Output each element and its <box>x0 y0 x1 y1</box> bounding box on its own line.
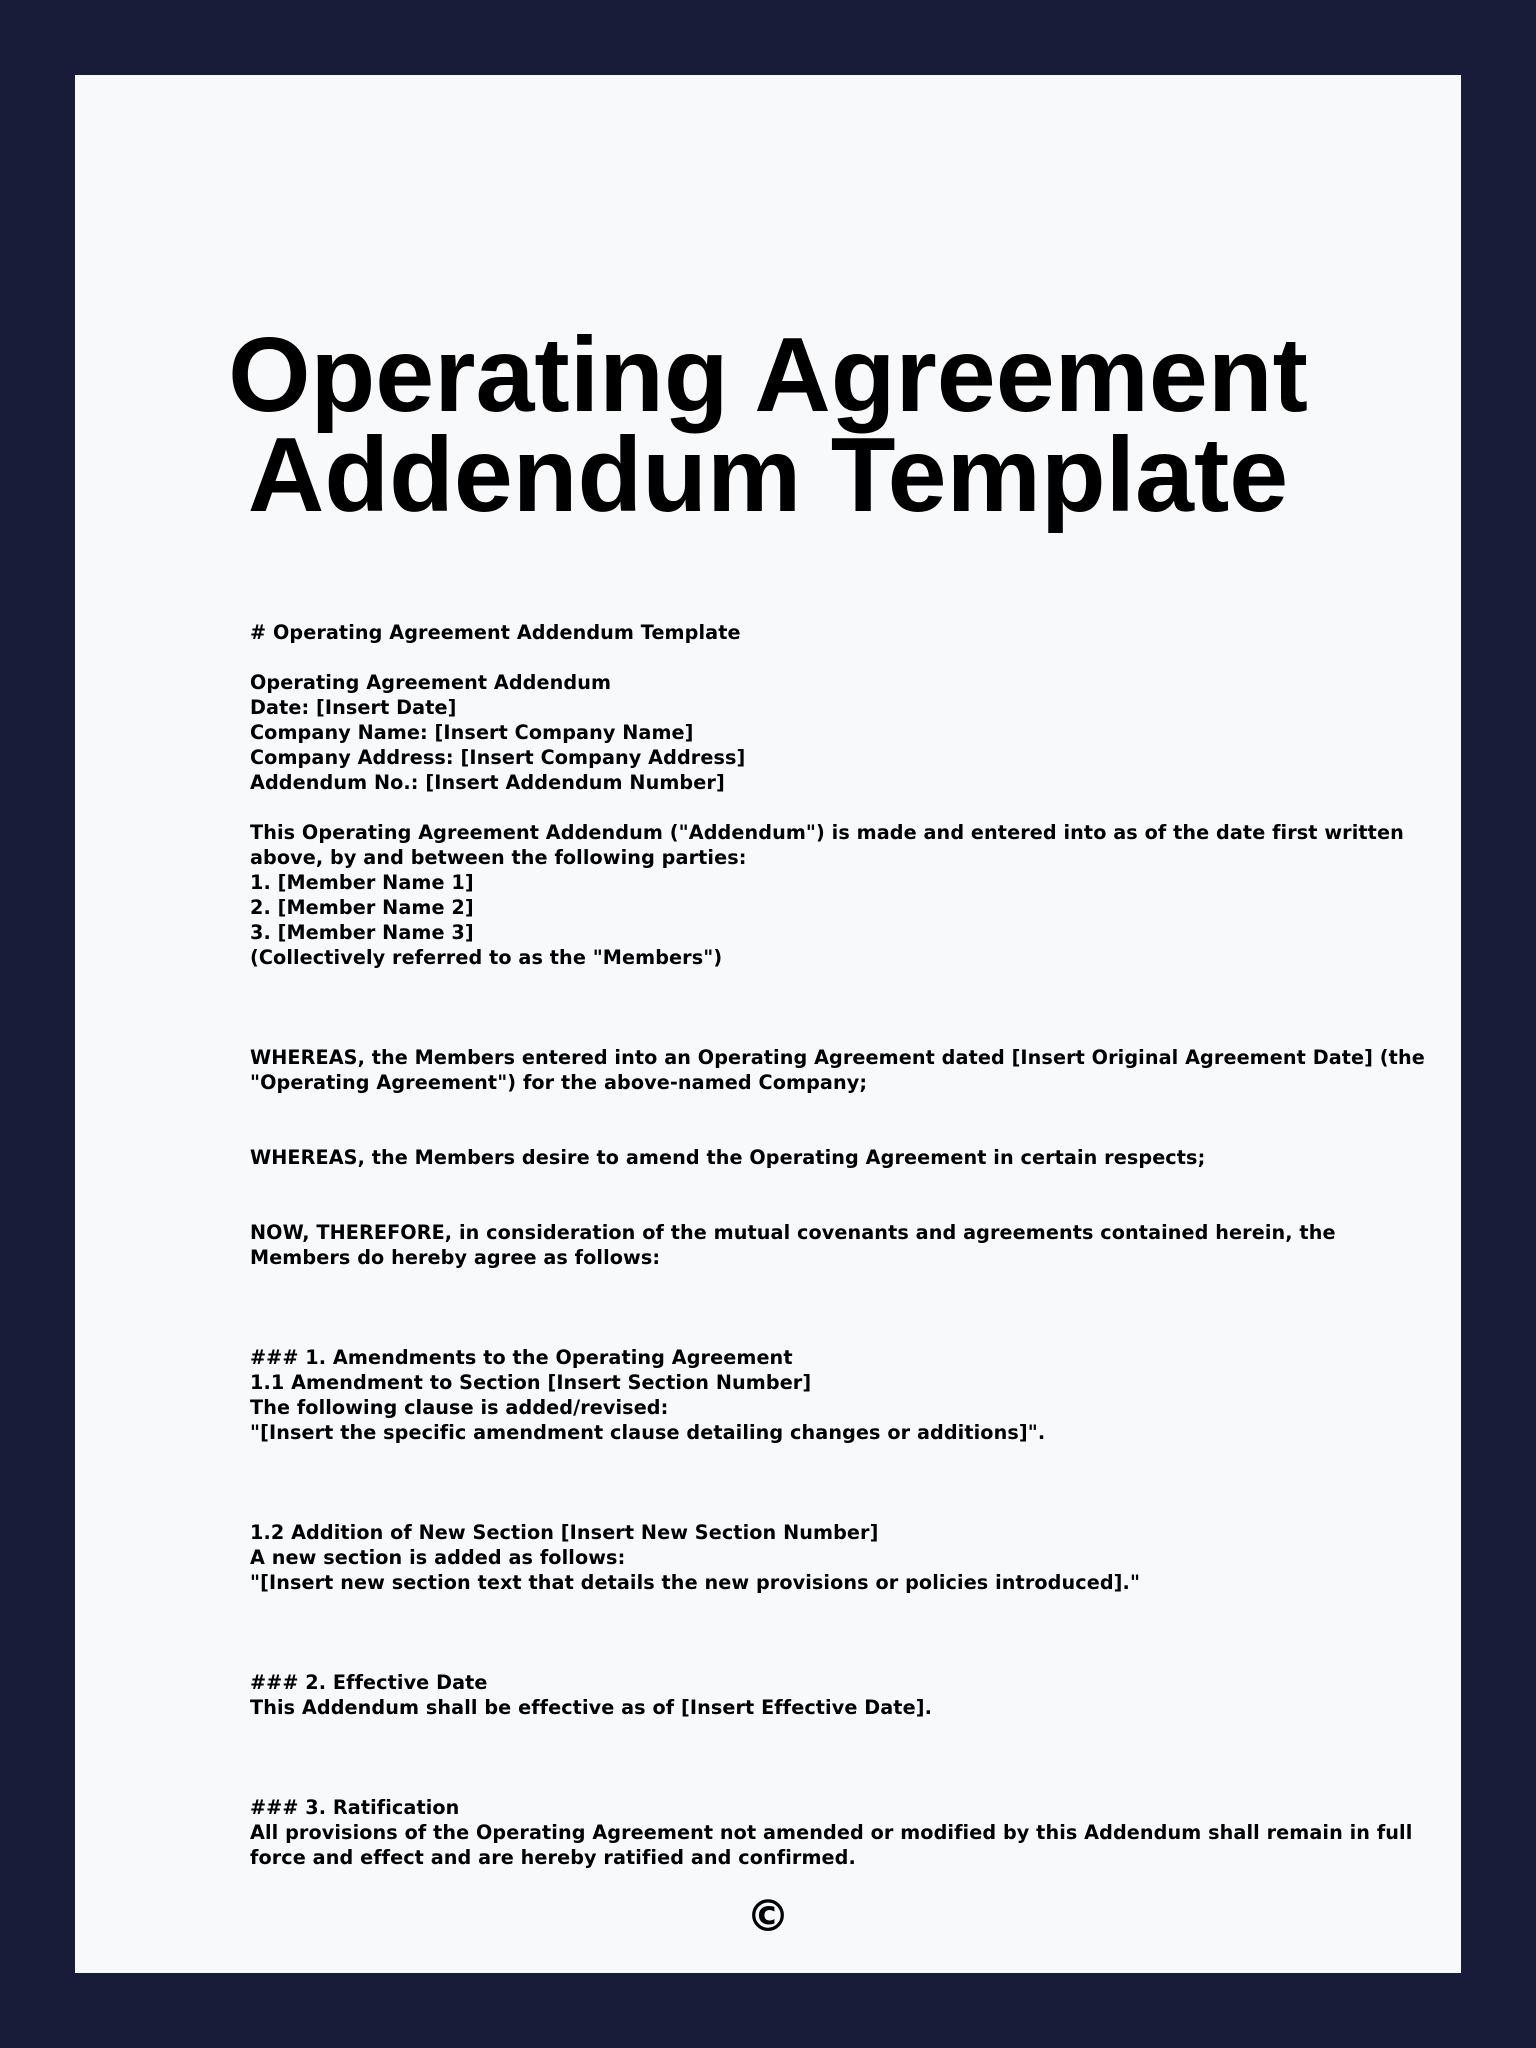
now-therefore-line-1: NOW, THEREFORE, in consideration of the mutual covenants and agreements contained herein, the <box>250 1221 1336 1244</box>
now-therefore-line-2: Members do hereby agree as follows: <box>250 1246 661 1269</box>
addendum-number-line: Addendum No.: [Insert Addendum Number] <box>250 771 725 794</box>
whereas-clause-2: WHEREAS, the Members desire to amend the Operating Agreement in certain respects; <box>250 1146 1206 1169</box>
document-title <box>75 316 1461 534</box>
section-1-2-heading: 1.2 Addition of New Section [Insert New Section Number] <box>250 1521 879 1544</box>
document-title-line-2: Addendum Template <box>247 416 1289 534</box>
document-title-line-1: Operating Agreement <box>228 316 1308 434</box>
date-line: Date: [Insert Date] <box>250 696 457 719</box>
section-1-2-line-1: A new section is added as follows: <box>250 1546 626 1569</box>
whereas-1-line-1: WHEREAS, the Members entered into an Operating Agreement dated [Insert Original Agreement Date] (the <box>250 1046 1425 1069</box>
section-3-line-2: force and effect and are hereby ratified and confirmed. <box>250 1846 856 1869</box>
section-2-line-1: This Addendum shall be effective as of [Insert Effective Date]. <box>250 1696 932 1719</box>
section-1-heading: ### 1. Amendments to the Operating Agreement <box>250 1346 793 1369</box>
now-therefore-clause <box>250 1220 1336 1270</box>
section-3-line-1: All provisions of the Operating Agreement not amended or modified by this Addendum shall remain in full <box>250 1821 1413 1844</box>
document-page <box>75 75 1461 1973</box>
company-address-line: Company Address: [Insert Company Address] <box>250 746 746 769</box>
member-3: 3. [Member Name 3] <box>250 921 474 944</box>
section-2 <box>250 1670 1290 1720</box>
member-2: 2. [Member Name 2] <box>250 896 474 919</box>
section-1-2-line-2: "[Insert new section text that details the new provisions or policies introduced]." <box>250 1571 1141 1594</box>
intro-line-2: above, by and between the following parties: <box>250 846 747 869</box>
section-1 <box>250 1345 1290 1595</box>
section-2-heading: ### 2. Effective Date <box>250 1671 488 1694</box>
company-name-line: Company Name: [Insert Company Name] <box>250 721 694 744</box>
header-block <box>250 670 1290 795</box>
addendum-label: Operating Agreement Addendum <box>250 671 612 694</box>
intro-line-1: This Operating Agreement Addendum ("Addendum") is made and entered into as of the date first written <box>250 821 1404 844</box>
whereas-1-line-2: "Operating Agreement") for the above-named Company; <box>250 1071 868 1094</box>
section-1-1-heading: 1.1 Amendment to Section [Insert Section Number] <box>250 1371 812 1394</box>
section-1-1-line-1: The following clause is added/revised: <box>250 1396 669 1419</box>
whereas-clause-1 <box>250 1045 1425 1095</box>
copyright-icon: © <box>746 1891 790 1942</box>
section-3-heading: ### 3. Ratification <box>250 1796 460 1819</box>
markdown-heading: # Operating Agreement Addendum Template <box>250 621 741 644</box>
intro-paragraph <box>250 820 1404 970</box>
member-1: 1. [Member Name 1] <box>250 871 474 894</box>
members-collective: (Collectively referred to as the "Members") <box>250 946 723 969</box>
document-body <box>250 620 1425 1870</box>
section-3 <box>250 1795 1413 1870</box>
section-1-1-line-2: "[Insert the specific amendment clause detailing changes or additions]". <box>250 1421 1046 1444</box>
